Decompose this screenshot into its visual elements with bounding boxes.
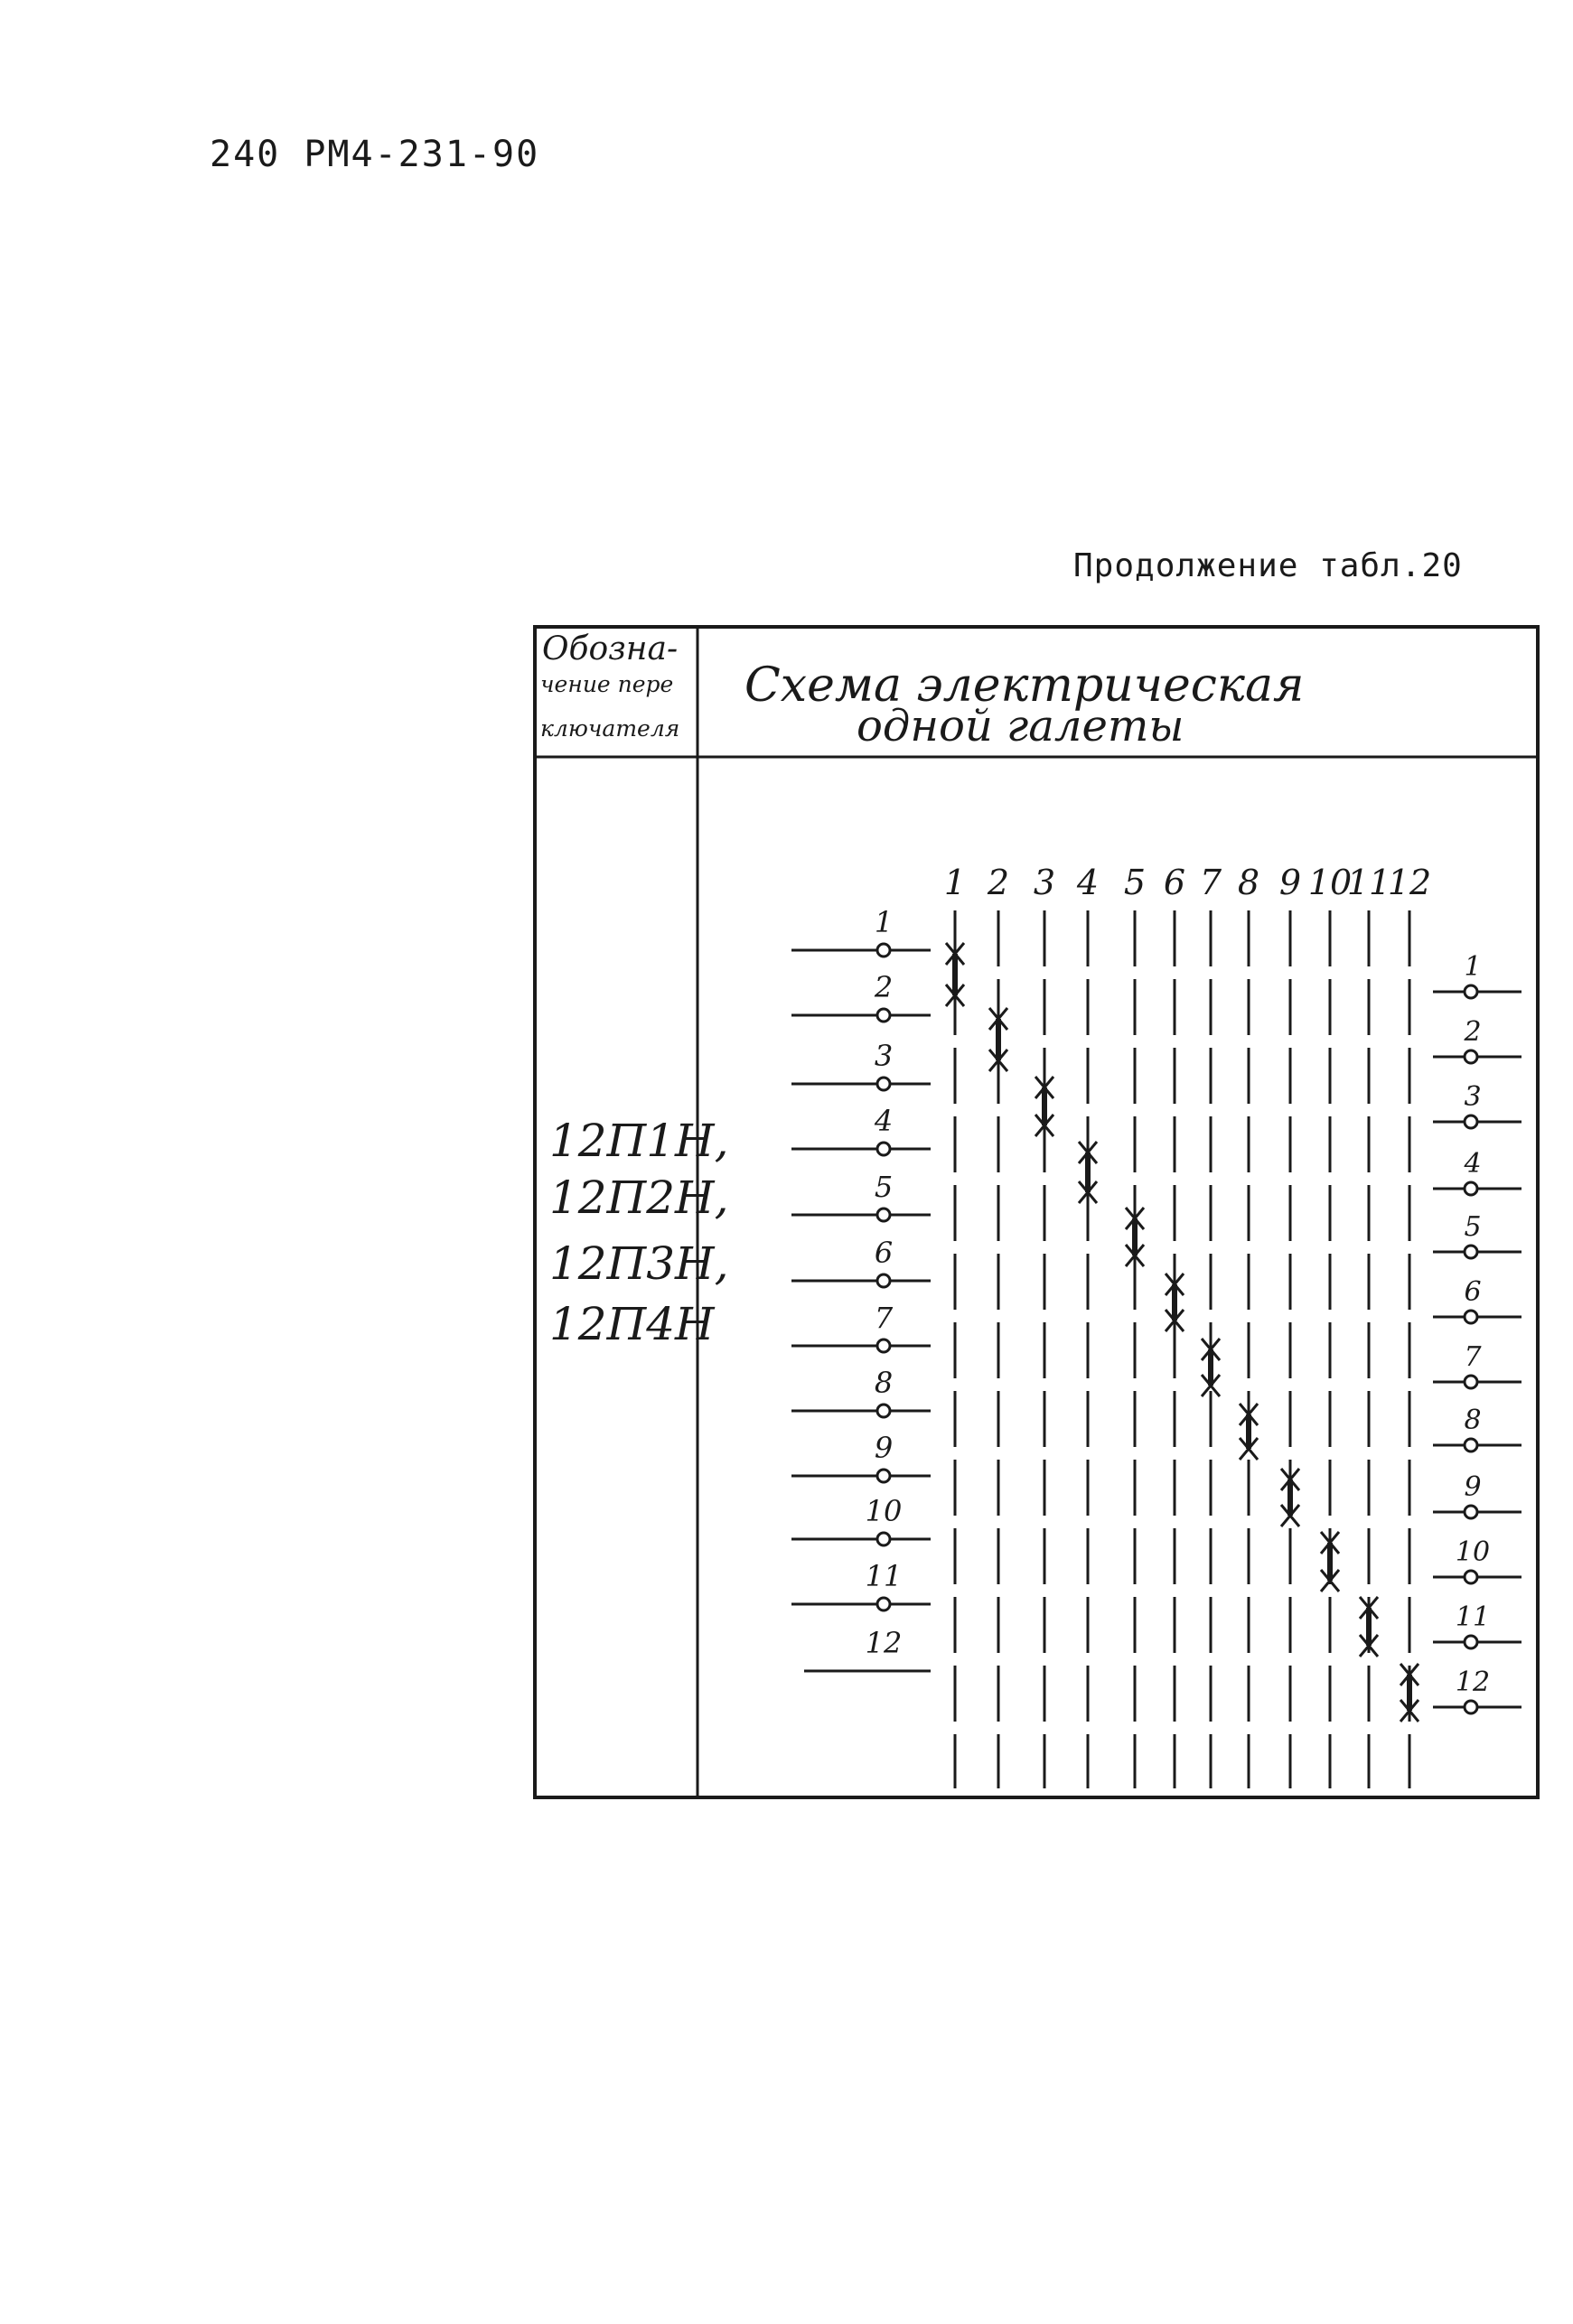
right-terminal-circle (1465, 1182, 1477, 1195)
left-terminal-label: 5 (874, 1170, 894, 1204)
position-label: 4 (1076, 863, 1100, 902)
designation-3: 12П3Н, (549, 1237, 729, 1290)
table-caption: Продолжение табл.20 (1073, 547, 1463, 584)
col1-header-line-3: ключателя (540, 715, 680, 742)
right-terminal-label: 10 (1455, 1536, 1491, 1568)
left-terminal-circle (877, 1339, 890, 1352)
right-terminal-label: 12 (1455, 1666, 1491, 1698)
right-terminal-circle (1465, 1050, 1477, 1063)
left-terminal-label: 4 (874, 1104, 894, 1138)
position-label: 7 (1199, 863, 1222, 902)
right-terminal-circle (1465, 1636, 1477, 1648)
right-terminal-label: 8 (1464, 1405, 1482, 1436)
position-label: 6 (1163, 863, 1186, 902)
left-terminal-circle (877, 1470, 890, 1482)
left-terminal-label: 1 (874, 905, 894, 939)
left-terminal-label: 11 (865, 1559, 903, 1593)
position-label: 11 (1346, 863, 1391, 902)
right-terminal-circle (1465, 1311, 1477, 1323)
designation-4: 12П4Н (549, 1298, 715, 1350)
position-label: 8 (1237, 863, 1260, 902)
position-label: 9 (1278, 863, 1302, 902)
position-label: 2 (987, 863, 1010, 902)
position-label: 5 (1123, 863, 1147, 902)
right-terminal-circle (1465, 1701, 1477, 1713)
position-label: 12 (1387, 863, 1432, 902)
position-label: 10 (1307, 863, 1353, 902)
col2-header-line-1: Схема электрическая (744, 658, 1305, 713)
right-terminal-circle (1465, 1115, 1477, 1128)
left-terminal-label: 9 (874, 1431, 894, 1465)
left-terminal-label: 3 (874, 1039, 894, 1073)
col1-header-line-2: чение пере (540, 671, 674, 697)
left-terminal-label: 2 (874, 970, 894, 1004)
left-terminal-label: 10 (865, 1494, 903, 1528)
left-terminal-circle (877, 1009, 890, 1022)
galette-schematic (791, 863, 1522, 1788)
right-terminal-circle (1465, 1439, 1477, 1451)
left-terminal-circle (877, 1078, 890, 1090)
designation-1: 12П1Н, (549, 1115, 729, 1167)
left-terminal-circle (877, 1274, 890, 1287)
left-terminal-circle (877, 1209, 890, 1221)
left-terminal-circle (877, 1533, 890, 1545)
right-terminal-label: 11 (1455, 1601, 1491, 1633)
right-terminal-circle (1465, 1376, 1477, 1388)
left-terminal-circle (877, 1143, 890, 1155)
right-terminal-label: 3 (1464, 1081, 1482, 1113)
right-terminal-label: 1 (1464, 951, 1482, 983)
right-terminal-label: 2 (1464, 1016, 1482, 1048)
left-terminal-circle (877, 1405, 890, 1417)
right-terminal-label: 7 (1464, 1341, 1482, 1373)
left-terminal-label: 12 (865, 1626, 903, 1660)
left-terminal-label: 7 (874, 1301, 894, 1335)
left-terminal-label: 8 (874, 1366, 894, 1400)
right-terminal-circle (1465, 985, 1477, 998)
right-terminal-circle (1465, 1246, 1477, 1258)
position-label: 3 (1033, 863, 1056, 902)
right-terminal-circle (1465, 1571, 1477, 1583)
designation-2: 12П2Н, (549, 1171, 729, 1224)
right-terminal-label: 5 (1464, 1211, 1482, 1243)
right-terminal-label: 9 (1464, 1471, 1482, 1503)
col2-header-line-2: одной галеты (857, 701, 1184, 751)
right-terminal-label: 4 (1464, 1148, 1482, 1180)
left-terminal-circle (877, 944, 890, 957)
col1-header-line-1: Обозна- (542, 630, 679, 667)
right-terminal-circle (1465, 1506, 1477, 1518)
right-terminal-label: 6 (1464, 1276, 1482, 1308)
page-header: 240 РМ4-231-90 (210, 134, 540, 175)
left-terminal-label: 6 (874, 1236, 894, 1270)
left-terminal-circle (877, 1598, 890, 1610)
position-label: 1 (943, 863, 967, 902)
